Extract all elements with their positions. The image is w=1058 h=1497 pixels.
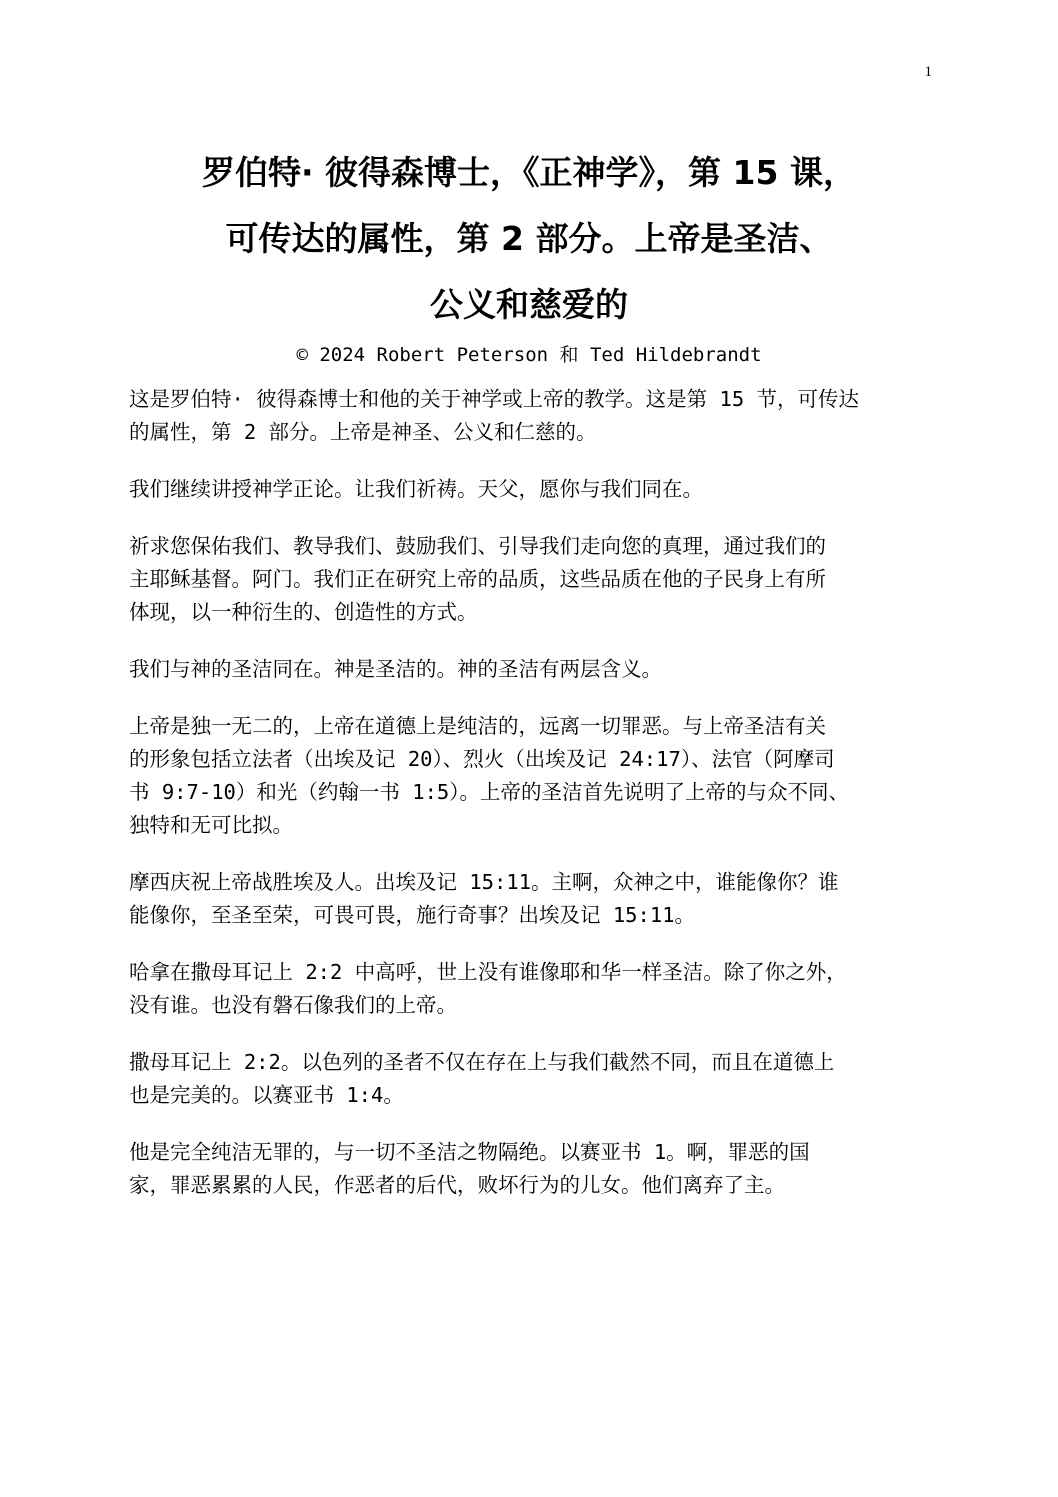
title-line: 罗伯特· 彼得森博士，《正神学》，第 15 课，: [202, 153, 856, 192]
text-line: 也是完美的。以赛亚书 1:4。: [129, 1083, 404, 1107]
paragraph: [129, 653, 929, 686]
copyright-notice: © 2024 Robert Peterson 和 Ted Hildebrandt: [296, 344, 762, 366]
text-line: 能像你，至圣至荣，可畏可畏，施行奇事？出埃及记 15:11。: [129, 903, 696, 927]
text-line: 的形象包括立法者（出埃及记 20）、烈火（出埃及记 24:17）、法官（阿摩司: [129, 747, 835, 771]
document-header: [90, 140, 968, 370]
text-line: 哈拿在撒母耳记上 2:2 中高呼，世上没有谁像耶和华一样圣洁。除了你之外，: [129, 960, 847, 984]
paragraph: [129, 1046, 929, 1112]
title-line: 可传达的属性，第 2 部分。上帝是圣洁、: [225, 219, 833, 258]
paragraph: [129, 710, 929, 842]
text-line: 书 9:7-10）和光（约翰一书 1:5）。上帝的圣洁首先说明了上帝的与众不同、: [129, 780, 850, 804]
text-line: 的属性，第 2 部分。上帝是神圣、公义和仁慈的。: [129, 420, 597, 444]
title-line: 公义和慈爱的: [430, 285, 628, 324]
text-line: 主耶稣基督。阿门。我们正在研究上帝的品质，这些品质在他的子民身上有所: [129, 567, 826, 591]
text-line: 我们继续讲授神学正论。让我们祈祷。天父，愿你与我们同在。: [129, 477, 703, 501]
text-line: 他是完全纯洁无罪的，与一切不圣洁之物隔绝。以赛亚书 1。啊，罪恶的国: [129, 1140, 810, 1164]
text-line: 我们与神的圣洁同在。神是圣洁的。神的圣洁有两层含义。: [129, 657, 662, 681]
text-line: 家，罪恶累累的人民，作恶者的后代，败坏行为的儿女。他们离弃了主。: [129, 1173, 785, 1197]
text-line: 没有谁。也没有磐石像我们的上帝。: [129, 993, 457, 1017]
text-line: 祈求您保佑我们、教导我们、鼓励我们、引导我们走向您的真理，通过我们的: [129, 534, 826, 558]
text-line: 独特和无可比拟。: [129, 813, 293, 837]
document-body: [129, 383, 929, 1226]
paragraph: [129, 1136, 929, 1202]
paragraph: [129, 530, 929, 629]
text-line: 上帝是独一无二的，上帝在道德上是纯洁的，远离一切罪恶。与上帝圣洁有关: [129, 714, 826, 738]
paragraph: [129, 866, 929, 932]
paragraph: [129, 383, 929, 449]
text-line: 这是罗伯特· 彼得森博士和他的关于神学或上帝的教学。这是第 15 节，可传达: [129, 387, 860, 411]
text-line: 摩西庆祝上帝战胜埃及人。出埃及记 15:11。主啊，众神之中，谁能像你？谁: [129, 870, 839, 894]
paragraph: [129, 956, 929, 1022]
paragraph: [129, 473, 929, 506]
page-number: 1: [924, 64, 932, 80]
text-line: 撒母耳记上 2:2。以色列的圣者不仅在存在上与我们截然不同，而且在道德上: [129, 1050, 835, 1074]
text-line: 体现，以一种衍生的、创造性的方式。: [129, 600, 478, 624]
